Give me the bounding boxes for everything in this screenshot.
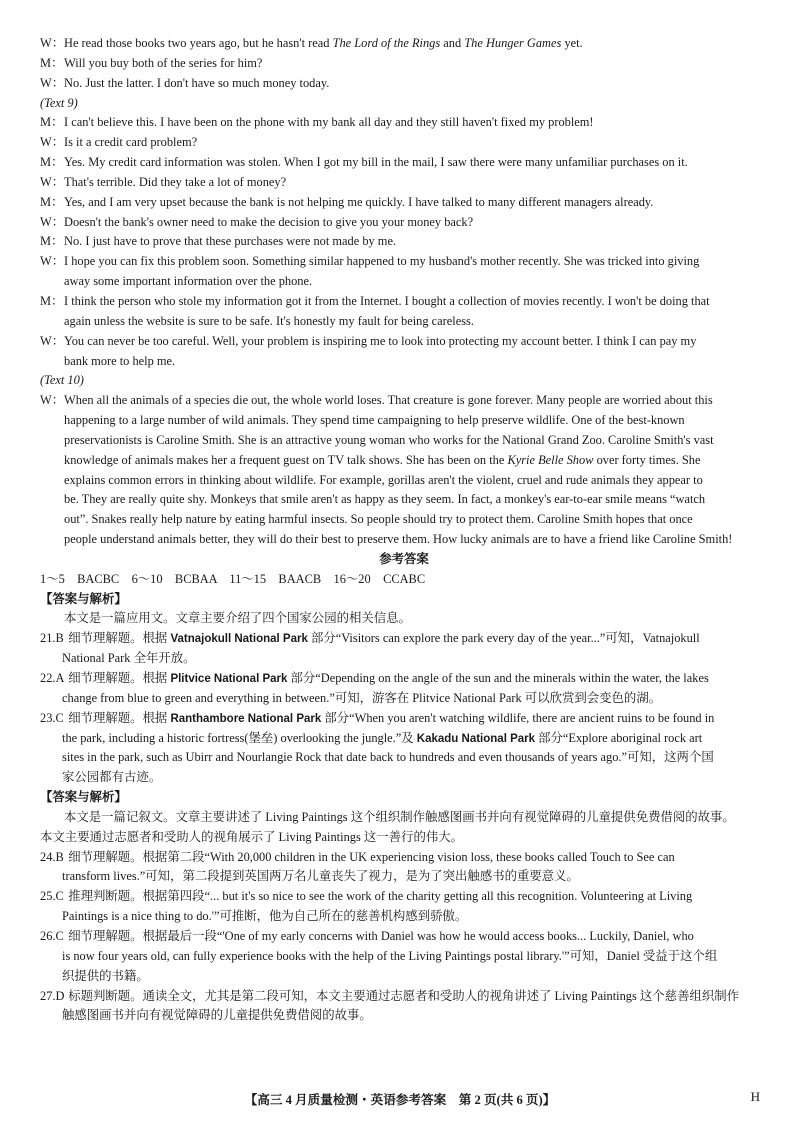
transcript-line-continued: be. They are really quite shy. Monkeys that smile aren't as happy as they seem. In fact, a monkey's ear-to-ear smile means “watch (64, 492, 706, 507)
answer-item-continued: National Park 全年开放。 (62, 651, 196, 666)
transcript-line: M：I think the person who stole my information got it from the Internet. I bought a collection of movies recently. I won't be doing that (40, 293, 710, 308)
section-header: 【答案与解析】 (40, 591, 127, 606)
section-intro-continued: 本文主要通过志愿者和受助人的视角展示了 Living Paintings 这一善行的伟大。 (40, 829, 464, 844)
answer-key: 1～5 BACBC 6～10 BCBAA 11～15 BAACB 16～20 CCABC (40, 571, 426, 586)
transcript-line: W：He read those books two years ago, but he hasn't read The Lord of the Rings and The Hunger Games yet. (40, 36, 583, 50)
answer-item: 22.A 细节理解题。根据 Plitvice National Park 部分“Depending on the angle of the sun and the minerals within the water, the lakes (40, 671, 709, 685)
transcript-line: M：No. I just have to prove that these purchases were not made by me. (40, 234, 397, 249)
answer-item: 26.C 细节理解题。根据最后一段“'One of my early concerns with Daniel was how he would access books... Luckily, Daniel, who (40, 928, 694, 943)
transcript-line-continued: again unless the website is sure to be safe. It's honestly my fault for being careless. (64, 313, 474, 328)
answer-item-continued: sites in the park, such as Ubirr and Nourlangie Rock that date back to hundreds and even thousands of years ago.”可知，这两个国 (62, 750, 714, 765)
transcript-line-continued: people understand animals better, they will do their best to preserve them. How lucky animals are to have a friend like Caroline Smith! (64, 532, 733, 547)
section-intro: 本文是一篇记叙文。文章主要讲述了 Living Paintings 这个组织制作触感图画书并向有视觉障碍的儿童提供免费借阅的故事。 (64, 809, 735, 824)
transcript-line: W：Is it a credit card problem? (40, 135, 198, 150)
footer-text: 【高三 4 月质量检测・英语参考答案 第 2 页(共 6 页)】 (244, 1093, 556, 1107)
text-label: (Text 9) (40, 95, 78, 110)
footer-mark: H (750, 1089, 760, 1104)
answer-item: 27.D 标题判断题。通读全文，尤其是第二段可知，本文主要通过志愿者和受助人的视角讲述了 Living Paintings 这个慈善组织制作 (40, 988, 740, 1003)
answer-item: 23.C 细节理解题。根据 Ranthambore National Park 部分“When you aren't watching wildlife, there are ancient ruins to be found in (40, 710, 715, 725)
transcript-line-continued: knowledge of animals makes her a frequent guest on TV talk shows. She has been on the Kyrie Belle Show over forty times. She (64, 452, 701, 467)
transcript-line-continued: out”. Snakes really help nature by eating harmful insects. So people should try to protect them. Caroline Smith hopes that once (64, 512, 693, 527)
transcript-line: W：No. Just the latter. I don't have so much money today. (40, 75, 330, 90)
answer-item-continued: Paintings is a nice thing to do.'”可推断，他为自己所在的慈善机构感到骄傲。 (62, 909, 468, 924)
transcript-line-continued: away some important information over the phone. (64, 274, 313, 289)
answers-title: 参考答案 (379, 551, 429, 566)
transcript-line: W：That's terrible. Did they take a lot of money? (40, 174, 287, 189)
answer-item-continued: is now four years old, can fully experience books with the help of the Living Paintings postal library.'”可知，Daniel 受益于这个组 (62, 948, 718, 963)
page-content (40, 34, 768, 1026)
transcript-line: M：Yes. My credit card information was stolen. When I got my bill in the mail, I saw there were many unfamiliar purchases on it. (40, 155, 688, 170)
text-label: (Text 10) (40, 373, 84, 388)
transcript-line: W：I hope you can fix this problem soon. Something similar happened to my husband's mother recently. She was tricked into giving (40, 254, 700, 269)
section-intro: 本文是一篇应用文。文章主要介绍了四个国家公园的相关信息。 (64, 611, 411, 626)
answer-item: 25.C 推理判断题。根据第四段“... but it's so nice to see the work of the charity getting all this recognition. Volunteering at Living (40, 889, 693, 904)
transcript-line-continued: bank more to help me. (64, 353, 176, 368)
transcript-line-continued: explains common errors in thinking about wildlife. For example, gorillas aren't the violent, cruel and rude animals they appear to (64, 472, 703, 487)
answer-item-continued: change from blue to green and everything in between.”可知，游客在 Plitvice National Park 可以欣赏到会变色的湖。 (62, 690, 662, 705)
page-footer (0, 1087, 800, 1109)
answer-item: 24.B 细节理解题。根据第二段“With 20,000 children in the UK experiencing vision loss, these books called Touch to See can (40, 849, 675, 864)
answer-item-continued: the park, including a historic fortress(堡垒) overlooking the jungle.”及 Kakadu National Park 部分“Explore aboriginal rock art (62, 730, 703, 745)
transcript-line-continued: happening to a large number of wild animals. They spend time campaigning to help preserve wildlife. One of the best-known (64, 413, 685, 428)
answer-item: 21.B 细节理解题。根据 Vatnajokull National Park 部分“Visitors can explore the park every day of the year...”可知，Vatnajokull (40, 631, 700, 646)
answer-item-continued: 家公园都有古迹。 (62, 770, 162, 785)
transcript-line: W：You can never be too careful. Well, your problem is inspiring me to look into protecting my account better. I think I can pay my (40, 333, 697, 348)
answer-item-continued: 织提供的书籍。 (62, 968, 149, 983)
transcript-line: M：Will you buy both of the series for him? (40, 55, 263, 70)
answer-item-continued: transform lives.”可知，第二段提到英国两万名儿童丧失了视力，是为了突出触感书的重要意义。 (62, 869, 579, 884)
answer-item-continued: 触感图画书并向有视觉障碍的儿童提供免费借阅的故事。 (62, 1008, 372, 1023)
transcript-line: W：When all the animals of a species die out, the whole world loses. That creature is gone forever. Many people are worried about this (40, 393, 713, 408)
transcript-line: M：I can't believe this. I have been on the phone with my bank all day and they still haven't fixed my problem! (40, 115, 594, 130)
transcript-line-continued: preservationists is Caroline Smith. She is an attractive young woman who works for the National Grand Zoo. Caroline Smith's vast (64, 432, 714, 447)
transcript-line: M：Yes, and I am very upset because the bank is not helping me quickly. I have talked to many different managers already. (40, 194, 654, 209)
section-header: 【答案与解析】 (40, 790, 127, 805)
transcript-line: W：Doesn't the bank's owner need to make the decision to give you your money back? (40, 214, 474, 229)
